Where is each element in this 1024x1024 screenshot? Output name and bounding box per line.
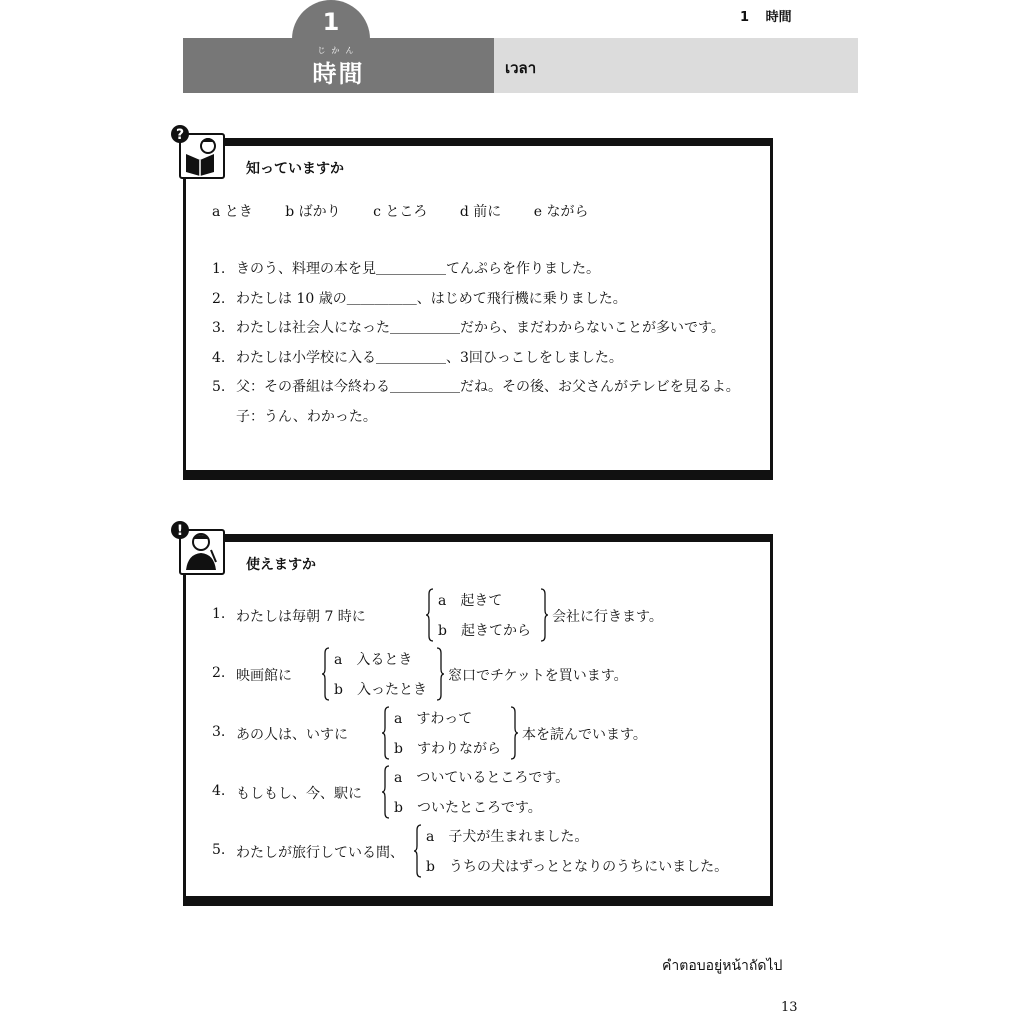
choice-item: a とき: [212, 204, 253, 220]
question-number: 5.: [212, 379, 226, 395]
question-text: わたしは社会人になった＿＿＿＿＿だから、まだわからないことが多いです。: [236, 320, 725, 336]
reading-person-question-icon: [170, 124, 226, 182]
question-tail-text: 窓口でチケットを買います。: [448, 668, 628, 684]
option-b: b ついたところです。: [394, 800, 542, 816]
choice-question-item: [212, 822, 752, 882]
question-number: 4.: [212, 783, 226, 799]
question-number: 1.: [212, 606, 226, 622]
question-continuation: 子：うん、わかった。: [236, 408, 377, 425]
option-b: b 起きてから: [438, 623, 531, 639]
choice-item: c ところ: [373, 204, 428, 220]
question-tail-text: 会社に行きます。: [552, 609, 663, 625]
left-brace: [382, 765, 390, 819]
usage-exercise-box: [176, 523, 773, 906]
question-number: 2.: [212, 290, 226, 307]
chapter-title-thai: เวลา: [505, 59, 537, 77]
chapter-title-ruby: じかん: [317, 46, 360, 55]
knowledge-exercise-box: [175, 127, 773, 480]
question-text: わたしは小学校に入る＿＿＿＿＿、3回ひっこしをしました。: [236, 349, 623, 366]
option-a: a ついているところです。: [394, 770, 570, 786]
question-item: [212, 376, 740, 406]
question-lead-text: あの人は、いすに: [236, 727, 348, 743]
running-head: [740, 6, 792, 25]
chapter-number-tab: 1: [292, 0, 370, 44]
question-text: きのう、料理の本を見＿＿＿＿＿てんぷらを作りました。: [236, 261, 600, 277]
question-text: 父：その番組は今終わる＿＿＿＿＿だね。その後、お父さんがテレビを見るよ。: [236, 379, 740, 395]
right-brace: [510, 706, 518, 760]
choice-question-item: [212, 763, 752, 823]
svg-text:?: ?: [175, 127, 185, 143]
answer-choices: [212, 201, 617, 221]
chapter-title-jp-panel: [183, 38, 494, 93]
choice-question-item: [212, 586, 752, 646]
usage-section-title: 使えますか: [246, 557, 316, 573]
answers-next-page-note: คำตอบอยู่หน้าถัดไป: [662, 958, 783, 974]
question-number: 2.: [212, 665, 226, 681]
chapter-title-bar: [183, 38, 858, 93]
question-number: 3.: [212, 320, 226, 336]
option-b: b 入ったとき: [334, 682, 427, 698]
question-number: 5.: [212, 842, 226, 858]
option-a: a 子犬が生まれました。: [426, 829, 589, 845]
chapter-title-jp: 時間: [312, 60, 365, 88]
page-number: 13: [781, 1000, 798, 1015]
question-lead-text: もしもし、今、駅に: [236, 786, 362, 802]
question-lead-text: わたしが旅行している間、: [236, 845, 404, 861]
option-a: a 起きて: [438, 593, 503, 609]
question-item: [212, 288, 740, 318]
question-tail-text: 本を読んでいます。: [522, 727, 647, 743]
question-lead-text: わたしは毎朝 7 時に: [236, 609, 366, 625]
choice-question-item: [212, 704, 752, 764]
fill-in-question-list: [212, 258, 740, 435]
choice-question-item: [212, 645, 752, 705]
choice-item: b ばかり: [285, 204, 341, 220]
svg-text:!: !: [176, 523, 184, 539]
person-exclamation-icon: [170, 520, 226, 578]
right-brace: [436, 647, 444, 701]
running-head-number: 1: [740, 10, 750, 25]
question-text: わたしは 10 歳の＿＿＿＿＿、はじめて飛行機に乗りました。: [236, 290, 627, 307]
question-lead-text: 映画館に: [236, 668, 292, 684]
option-b: b うちの犬はずっととなりのうちにいました。: [426, 859, 729, 875]
question-item: [212, 317, 740, 347]
running-head-title: 時間: [765, 10, 792, 25]
right-brace: [540, 588, 548, 642]
left-brace: [426, 588, 434, 642]
option-a: a 入るとき: [334, 652, 413, 668]
question-item: [212, 258, 740, 288]
question-number: 4.: [212, 349, 226, 366]
option-a: a すわって: [394, 711, 473, 727]
question-number: 3.: [212, 724, 226, 740]
question-item: [212, 347, 740, 377]
question-number: 1.: [212, 261, 226, 277]
left-brace: [322, 647, 330, 701]
left-brace: [382, 706, 390, 760]
option-b: b すわりながら: [394, 741, 501, 757]
left-brace: [414, 824, 422, 878]
choice-item: d 前に: [459, 204, 502, 220]
knowledge-section-title: 知っていますか: [246, 161, 344, 177]
choice-item: e ながら: [533, 204, 589, 220]
